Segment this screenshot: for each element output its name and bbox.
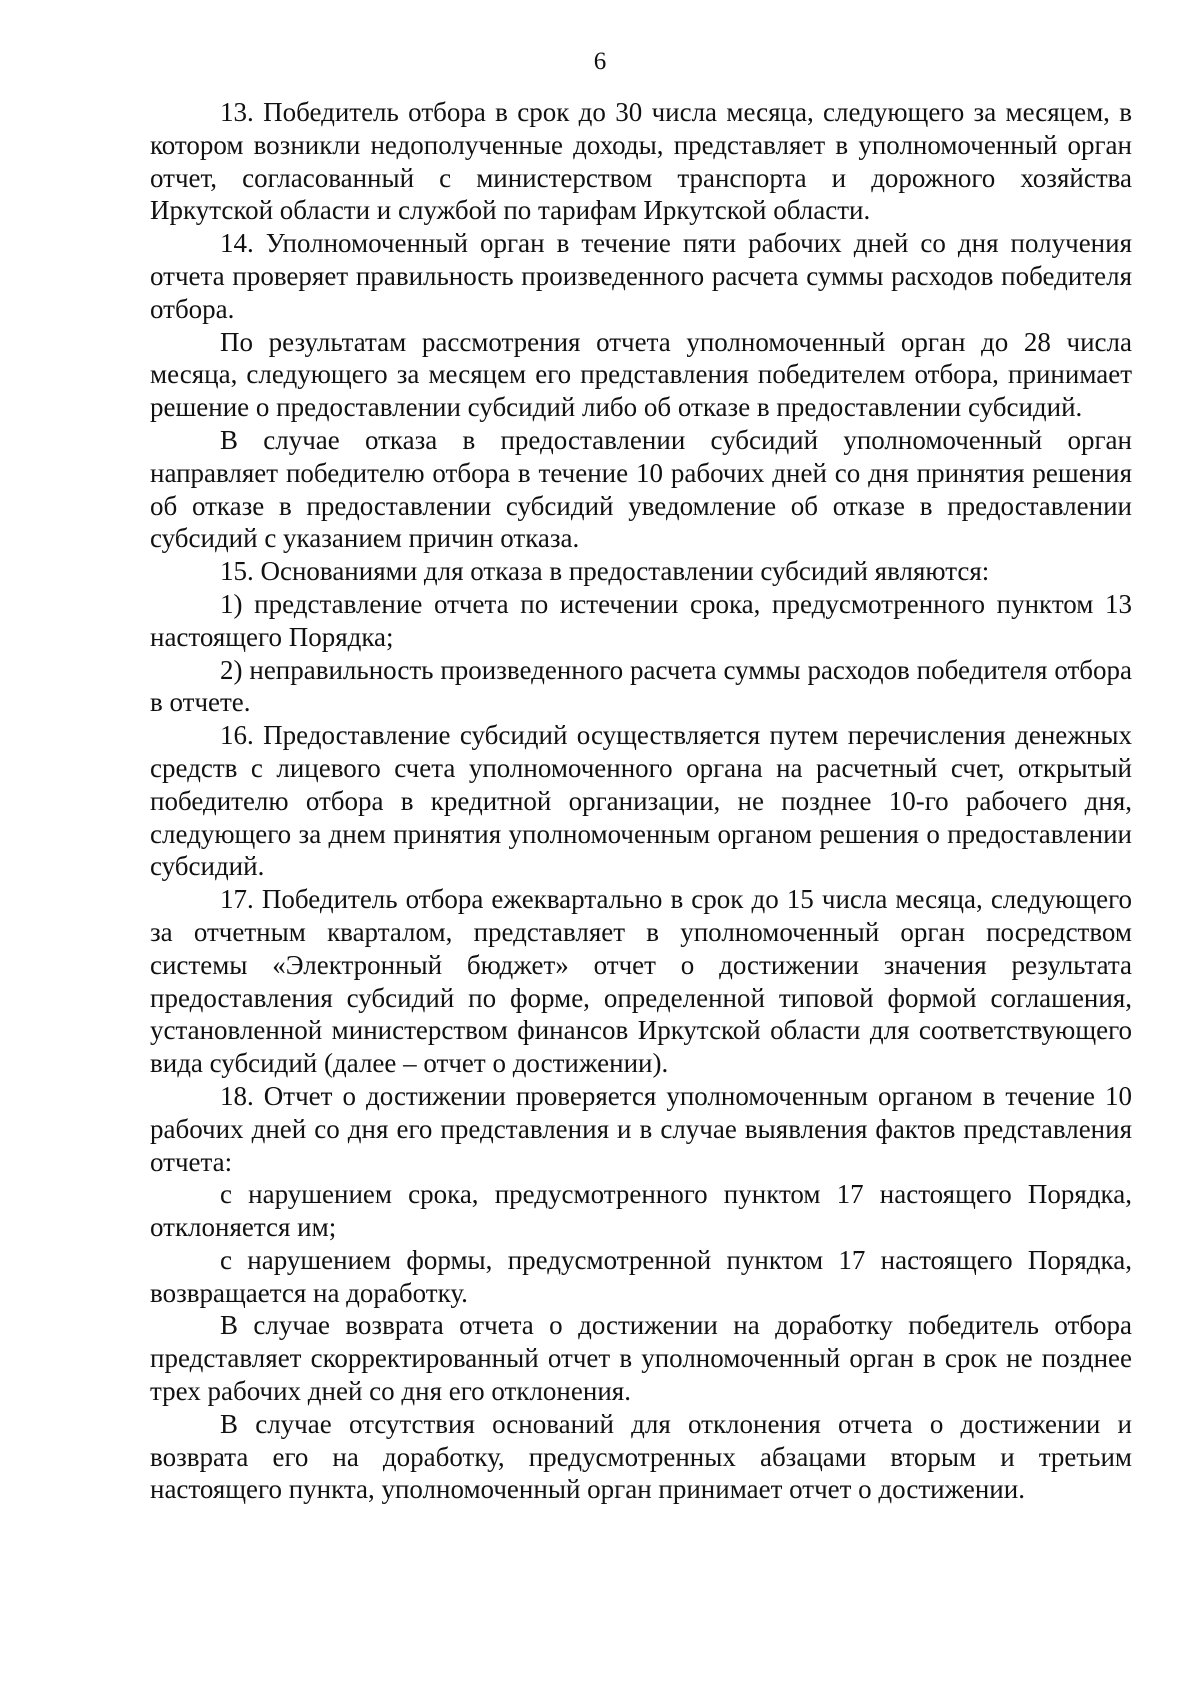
page-number: 6 xyxy=(593,48,607,75)
paragraph-revision-return: В случае возврата отчета о достижении на доработку победитель отбора представляет скорректированный отчет в уполномоченный орган в срок не позднее трех рабочих дней со дня его отклонения. xyxy=(150,1310,1132,1407)
paragraph-14: 14. Уполномоченный орган в течение пяти рабочих дней со дня получения отчета проверяет правильность произведенного расчета суммы расходов победителя отбора. xyxy=(150,228,1132,324)
paragraph-13: 13. Победитель отбора в срок до 30 числа месяца, следующего за месяцем, в котором возникли недополученные доходы, представляет в уполномоченный орган отчет, согласованный с министерством транспорта и дорожного хозяйства Иркутской области и службой по тарифам Иркутской области. xyxy=(150,97,1132,226)
paragraph-review-results: По результатам рассмотрения отчета уполномоченный орган до 28 числа месяца, следующего за месяцем его представления победителем отбора, принимает решение о предоставлении субсидий либо об отказе в предоставлении субсидий. xyxy=(150,326,1132,423)
paragraph-18-deadline-violation: с нарушением срока, предусмотренного пунктом 17 настоящего Порядка, отклоняется им; xyxy=(150,1179,1132,1243)
paragraph-15: 15. Основаниями для отказа в предоставлении субсидий являются: xyxy=(220,556,990,587)
paragraph-report-acceptance: В случае отсутствия оснований для отклонения отчета о достижении и возврата его на доработку, предусмотренных абзацами вторым и третьим настоящего пункта, уполномоченный орган принимает отчет о достижении. xyxy=(150,1408,1132,1505)
paragraph-17: 17. Победитель отбора ежеквартально в срок до 15 числа месяца, следующего за отчетным кварталом, представляет в уполномоченный орган посредством системы «Электронный бюджет» отчет о достижении значения результата предоставления субсидий по форме, определенной типовой формой соглашения, установленной министерством финансов Иркутской области для соответствующего вида субсидий (далее – отчет о достижении). xyxy=(150,884,1132,1079)
paragraph-18: 18. Отчет о достижении проверяется уполномоченным органом в течение 10 рабочих дней со дня его представления и в случае выявления фактов представления отчета: xyxy=(150,1080,1132,1177)
paragraph-18-form-violation: с нарушением формы, предусмотренной пунктом 17 настоящего Порядка, возвращается на доработку. xyxy=(150,1244,1132,1308)
paragraph-16: 16. Предоставление субсидий осуществляется путем перечисления денежных средств с лицевого счета уполномоченного органа на расчетный счет, открытый победителю отбора в кредитной организации, не позднее 10-го рабочего дня, следующего за днем принятия уполномоченным органом решения о предоставлении субсидий. xyxy=(150,720,1132,882)
paragraph-15-item-2: 2) неправильность произведенного расчета суммы расходов победителя отбора в отчете. xyxy=(150,654,1132,718)
document-body xyxy=(150,96,1132,1506)
paragraph-15-item-1: 1) представление отчета по истечении срока, предусмотренного пунктом 13 настоящего Порядка; xyxy=(150,588,1132,652)
paragraph-refusal-notice: В случае отказа в предоставлении субсидий уполномоченный орган направляет победителю отбора в течение 10 рабочих дней со дня принятия решения об отказе в предоставлении субсидий уведомление об отказе в предоставлении субсидий с указанием причин отказа. xyxy=(150,424,1132,554)
